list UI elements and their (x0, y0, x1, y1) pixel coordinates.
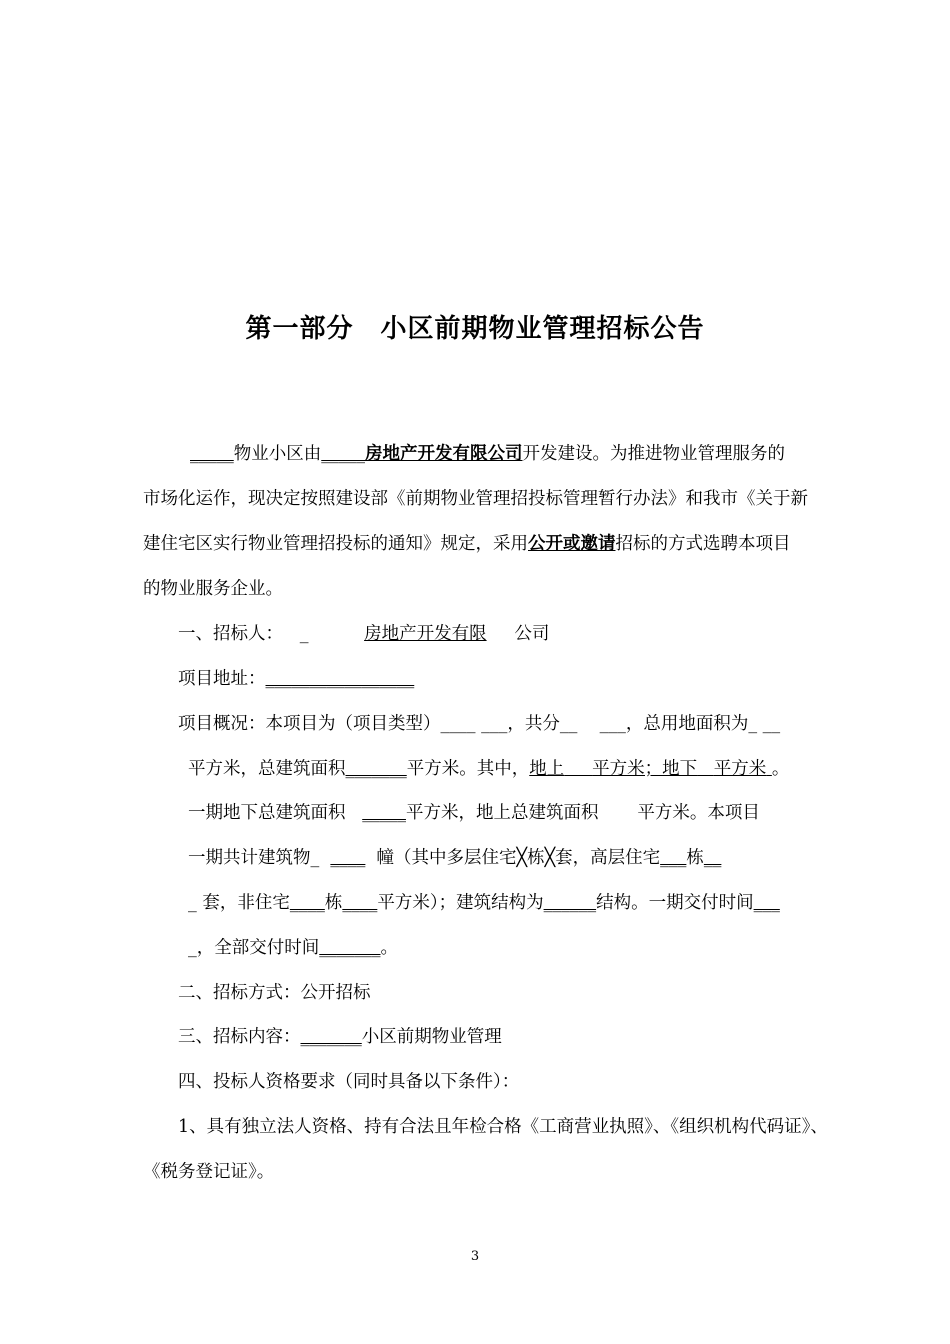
text: ，总用地面积为 (625, 714, 749, 734)
blank: ___ (753, 893, 780, 913)
text: 平方米；地下 (592, 759, 698, 779)
project-address (178, 667, 414, 691)
section-bid-content (178, 1025, 502, 1049)
text: 平方米，总建筑面积 (188, 759, 346, 779)
text: ，共分 (507, 714, 560, 734)
section-tenderer (178, 622, 549, 646)
tenderer-name: 房地产开发有限 (364, 624, 487, 644)
text: 项目概况：本项目为（项目类型） (178, 714, 441, 734)
blank: ____ (330, 848, 366, 868)
blank: ____ (440, 714, 476, 734)
blank: ___ (481, 714, 508, 734)
text: 物业小区由 (233, 444, 322, 464)
blank: _ (188, 893, 197, 913)
text: 公司 (514, 624, 550, 644)
text: 幢（其中多层住宅 (376, 848, 517, 868)
text: 。 (380, 938, 398, 958)
text: ，全部交付时间 (196, 938, 320, 958)
overview-line-1 (178, 712, 780, 736)
blank: __ (703, 848, 722, 868)
text: 一期共计建筑物 (188, 848, 311, 868)
overview-line-4 (188, 846, 721, 870)
blank: ____ (289, 893, 325, 913)
text: 套，高层住宅 (555, 848, 661, 868)
text: 平方米）；建筑结构为 (377, 893, 544, 913)
text: 平方米。其中， (406, 759, 530, 779)
text: 地上 (529, 759, 565, 779)
text: 开发建设。为推进物业管理服务的 (522, 444, 785, 464)
blank: ______ (543, 893, 597, 913)
text: 建住宅区实行物业管理招投标的通知》规定，采用 (143, 534, 528, 554)
bid-method: 公开或邀请 (528, 534, 616, 554)
requirement-1-cont: 《税务登记证》。 (143, 1162, 275, 1182)
blank-project-name: _____ (190, 444, 234, 464)
blank-developer: _____ (321, 444, 365, 464)
intro-line-2: 市场化运作，现决定按照建设部《前期物业管理招投标管理暂行办法》和我市《关于新 (143, 489, 808, 509)
overview-line-2 (188, 757, 789, 781)
blank: ___ (599, 714, 626, 734)
blank: ____ (342, 893, 378, 913)
section-bid-method: 二、招标方式：公开招标 (178, 983, 371, 1003)
address-blank: _________________ (265, 669, 415, 689)
text: 一期地下总建筑面积 (188, 803, 346, 823)
page-number: 3 (470, 1249, 480, 1264)
overview-line-6 (188, 936, 398, 960)
blank: _ (310, 848, 320, 868)
blank: _______ (300, 1027, 362, 1047)
overview-line-5 (188, 891, 780, 915)
label: 三、招标内容： (178, 1027, 301, 1047)
overview-line-3 (188, 801, 760, 825)
text: 。 (771, 759, 790, 779)
text: 栋 (527, 848, 545, 868)
text: 招标的方式选聘本项目 (615, 534, 791, 554)
label: 一、招标人： (178, 624, 283, 644)
text: 小区前期物业管理 (361, 1027, 502, 1047)
text: 栋 (686, 848, 704, 868)
blank: _______ (345, 759, 407, 779)
page-title: 第一部分 小区前期物业管理招标公告 (245, 314, 705, 344)
section-qualifications: 四、投标人资格要求（同时具备以下条件）： (178, 1072, 520, 1092)
blank: _ (188, 938, 197, 958)
text: 栋 (324, 893, 343, 913)
cross-mark: ╳ (516, 848, 528, 868)
blank: ___ (660, 848, 687, 868)
intro-line-3 (143, 532, 791, 556)
above-ground-area (529, 759, 772, 779)
cross-mark: ╳ (544, 848, 556, 868)
requirement-1: 1、具有独立法人资格、持有合法且年检合格《工商营业执照》、《组织机构代码证》、 (178, 1117, 828, 1137)
blank: _ (299, 624, 309, 644)
label: 项目地址： (178, 669, 266, 689)
text: 套，非住宅 (202, 893, 290, 913)
blank: _____ (362, 803, 406, 823)
text: 平方米。本项目 (637, 803, 760, 823)
blank: _______ (319, 938, 381, 958)
text: 结构。一期交付时间 (596, 893, 754, 913)
text: 平方米 (713, 759, 767, 779)
developer-name: 房地产开发有限公司 (365, 444, 523, 464)
text: 平方米，地上总建筑面积 (405, 803, 599, 823)
intro-line-4: 的物业服务企业。 (143, 579, 283, 599)
blank: __ (559, 714, 578, 734)
intro-line-1 (190, 442, 785, 466)
blank: _ __ (748, 714, 781, 734)
